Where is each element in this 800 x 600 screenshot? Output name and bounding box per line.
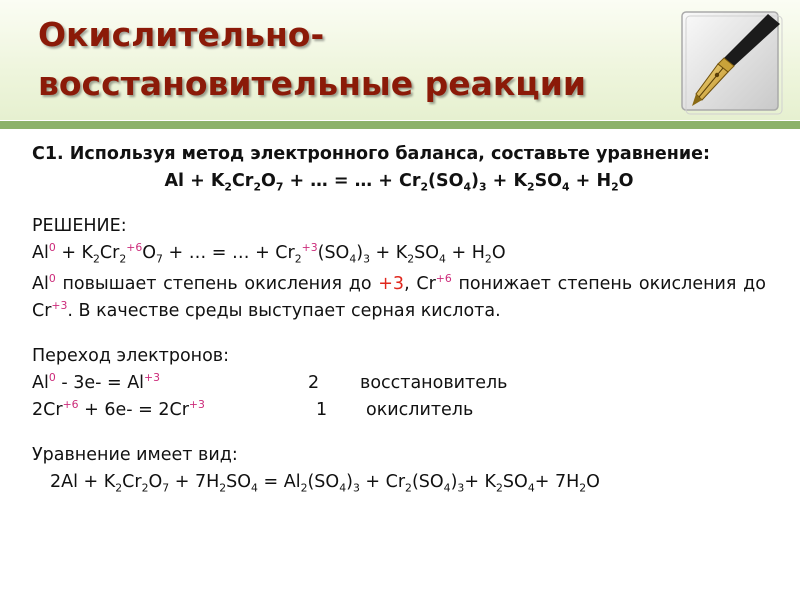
title-line-2: восстановительные реакции — [38, 64, 586, 103]
transfer-coef-1: 2 — [308, 373, 320, 393]
transfer-heading: Переход электронов: — [32, 346, 230, 366]
final-equation: $2Al + K_2Cr_2O_7 + 7H_2SO_4 = Al_2(SO_4)_3 + Cr_2(SO_4)_3+ K_2SO_4+ 7H_2O$ — [50, 472, 600, 495]
oxidation-equation: $Al^0 + K_2Cr_2^{+6}O_7$ + … = … + $Cr_2^{+3}(SO_4)_3 + K_2SO_4 + H_2O$ — [32, 241, 506, 266]
transfer-row-1: $Al^0 - 3e- = Al^{+3}$ 2 восстановитель — [32, 370, 766, 397]
task-equation: $Al + K_2Cr_2O_7$ + … = … + $Cr_2(SO_4)_3 + K_2SO_4 + H_2O$ — [164, 171, 634, 194]
transfer-coef-2: 1 — [316, 400, 328, 420]
transfer-role-1: восстановитель — [360, 373, 508, 393]
slide-title — [38, 10, 658, 108]
task-prefix: С1. Используя метод электронного баланса, составьте уравнение: — [32, 144, 710, 164]
final-heading: Уравнение имеет вид: — [32, 445, 238, 465]
title-line-1: Окислительно- — [38, 15, 325, 54]
header-divider — [0, 121, 800, 129]
fountain-pen-icon — [672, 8, 790, 118]
solution-heading: РЕШЕНИЕ: — [32, 216, 127, 236]
transfer-role-2: окислитель — [366, 400, 474, 420]
task-text — [32, 141, 766, 168]
slide-header — [0, 0, 800, 120]
explanation-text: Al$^0$ повышает степень окисления до +3, $Cr^{+6}$ понижает степень окисления до $Cr^{+3}$. В качестве среды выступает серная кислота. — [32, 272, 766, 321]
slide-content — [32, 141, 766, 496]
transfer-row-2: $2Cr^{+6} + 6e- = 2Cr^{+3}$ 1 окислитель — [32, 397, 766, 424]
